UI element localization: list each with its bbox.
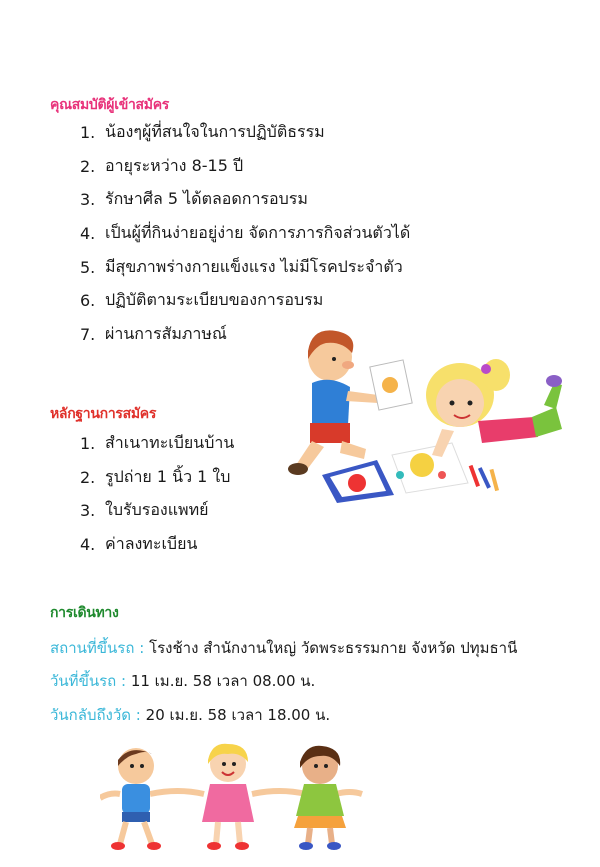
list-item: 3. ใบรับรองแพทย์	[80, 500, 209, 521]
kids-holding-hands-illustration	[100, 742, 370, 852]
qualifications-title: คุณสมบัติผู้เข้าสมัคร	[50, 97, 169, 113]
location-label: สถานที่ขึ้นรถ :	[50, 639, 145, 657]
qualifications-list	[80, 116, 410, 351]
list-item: 2. อายุระหว่าง 8-15 ปี	[80, 155, 244, 176]
list-item: 5. มีสุขภาพร่างกายแข็งแรง ไม่มีโรคประจำตัว	[80, 256, 403, 277]
travel-return	[50, 703, 330, 727]
list-item: 2. รูปถ่าย 1 นิ้ว 1 ใบ	[80, 466, 231, 487]
list-item: 4. เป็นผู้ที่กินง่ายอยู่ง่าย จัดการภารกิจส่วนตัวได้	[80, 223, 411, 244]
kids-drawing-illustration	[282, 325, 564, 505]
travel-title: การเดินทาง	[50, 605, 119, 621]
list-item: 7. ผ่านการสัมภาษณ์	[80, 323, 227, 344]
travel-depart	[50, 669, 315, 693]
return-value: 20 เม.ย. 58 เวลา 18.00 น.	[145, 706, 331, 724]
list-item: 6. ปฏิบัติตามระเบียบของการอบรม	[80, 290, 324, 311]
return-label: วันกลับถึงวัด :	[50, 706, 141, 724]
depart-value: 11 เม.ย. 58 เวลา 08.00 น.	[130, 672, 316, 690]
list-item: 1. สำเนาทะเบียนบ้าน	[80, 433, 235, 454]
documents-list	[80, 427, 234, 561]
location-value: โรงช้าง สำนักงานใหญ่ วัดพระธรรมกาย จังหวัด ปทุมธานี	[149, 639, 518, 657]
documents-title: หลักฐานการสมัคร	[50, 406, 157, 422]
depart-label: วันที่ขึ้นรถ :	[50, 672, 127, 690]
list-item: 3. รักษาศีล 5 ได้ตลอดการอบรม	[80, 189, 308, 210]
list-item: 4. ค่าลงทะเบียน	[80, 534, 198, 555]
travel-location	[50, 636, 517, 660]
list-item: 1. น้องๆผู้ที่สนใจในการปฏิบัติธรรม	[80, 122, 325, 143]
